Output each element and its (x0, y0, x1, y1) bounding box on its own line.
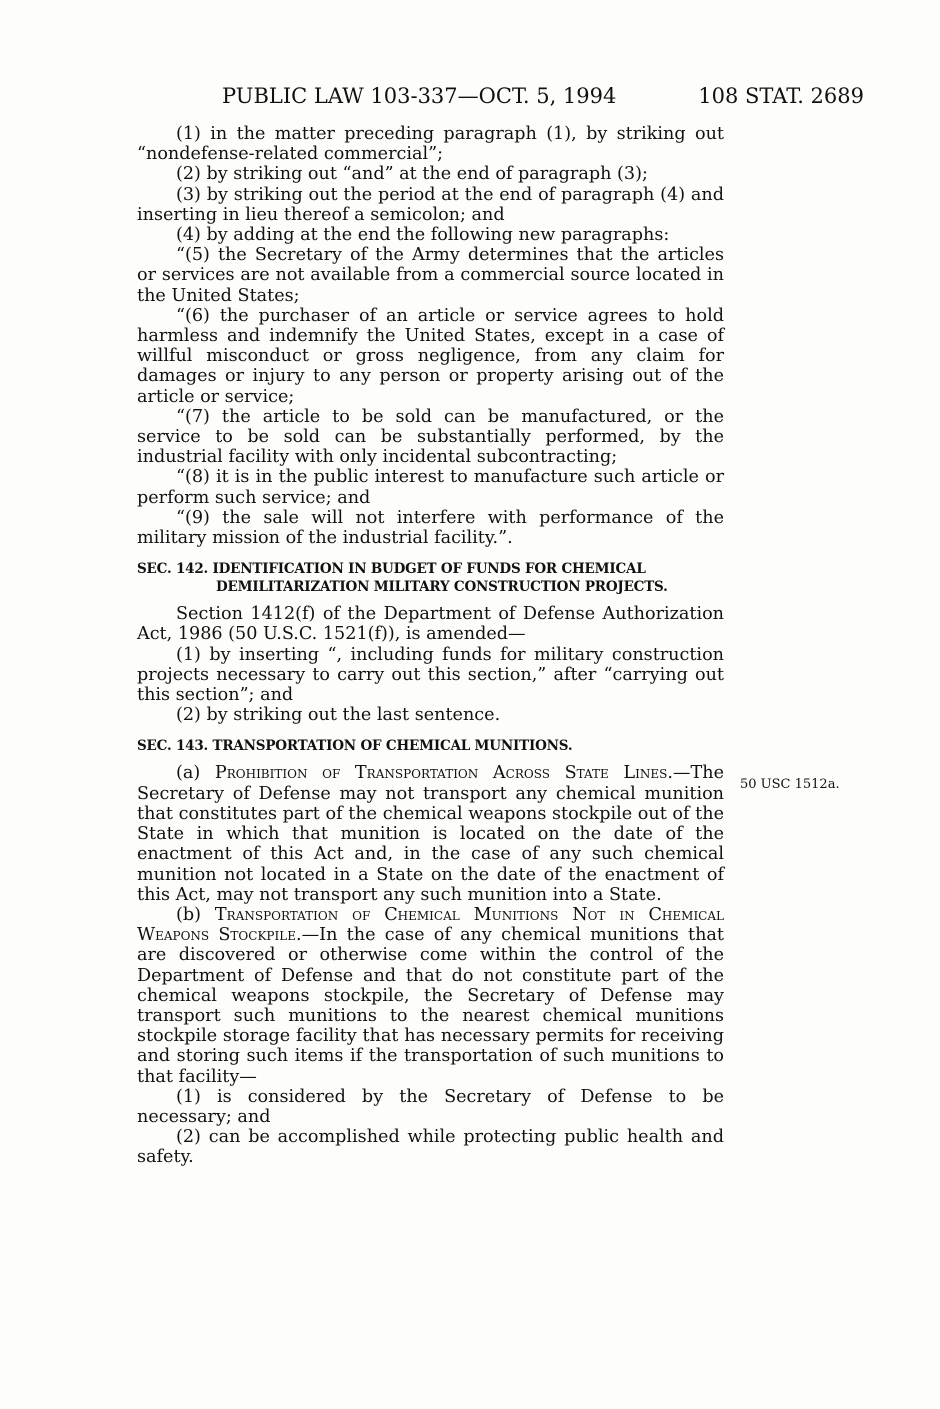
section-142-heading: SEC. 142. IDENTIFICATION IN BUDGET OF FUNDS FOR CHEMICAL DEMILITARIZATION MILITARY CONSTRUCTION PROJECTS. (137, 561, 668, 596)
inserted-paragraph: “(7) the article to be sold can be manufactured, or the service to be sold can be substantially performed, by the industrial facility with only incidental subcontracting; (137, 406, 724, 468)
section-142-clause: (2) by striking out the last sentence. (176, 705, 501, 726)
section-142-clause: (1) by inserting “, including funds for military construction projects necessary to carry out this section,” after “carrying out this section”; and (137, 644, 724, 706)
subsection-b (137, 905, 724, 1087)
spacer (137, 755, 724, 763)
amendment-paragraph: (1) in the matter preceding paragraph (1), by striking out “nondefense-related commercial”; (137, 124, 724, 165)
public-law-citation: PUBLIC LAW 103-337—OCT. 5, 1994 (222, 84, 617, 108)
subsection-b-text: —In the case of any chemical munitions that are discovered or otherwise come within the control of the Department of Defense and that do not constitute part of the chemical weapons stockpile, the Secretary of Defense may transport such munitions to the nearest chemical munitions stockpile storage facility that has necessary permits for receiving and storing such items if the transportation of such munitions to that facility— (137, 925, 724, 1087)
section-143-heading: SEC. 143. TRANSPORTATION OF CHEMICAL MUNITIONS. (137, 738, 573, 755)
spacer (137, 596, 724, 604)
inserted-paragraph: “(9) the sale will not interfere with performance of the military mission of the industrial facility.”. (137, 507, 724, 549)
amendment-paragraph: (3) by striking out the period at the end of paragraph (4) and inserting in lieu thereof a semicolon; and (137, 184, 724, 225)
spacer (137, 725, 724, 737)
subsection-b-item: (1) is considered by the Secretary of Defense to be necessary; and (137, 1086, 724, 1127)
subsection-a-label: (a) (176, 763, 201, 784)
subsection-a-heading: Prohibition of Transportation Across State Lines. (214, 763, 673, 784)
subsection-b-label: (b) (176, 904, 201, 925)
amendment-paragraph: (2) by striking out “and” at the end of paragraph (3); (176, 164, 648, 185)
subsection-b-heading: Transportation of Chemical Munitions Not in Chemical Weapons Stockpile. (137, 904, 725, 946)
running-header (139, 80, 864, 112)
subsection-a (137, 763, 724, 904)
inserted-paragraph: “(5) the Secretary of the Army determines that the articles or services are not available from a commercial source located in the United States; (137, 245, 724, 306)
subsection-a-text: —The Secretary of Defense may not transport any chemical munition that constitutes part of the chemical weapons stockpile out of the State in which that munition is located on the date of the enactment of this Act and, in the case of any such chemical munition not located in a State on the date of the enactment of this Act, may not transport any such munition into a State. (137, 763, 724, 905)
subsection-b-item: (2) can be accomplished while protecting public health and safety. (137, 1127, 724, 1168)
amendment-paragraph: (4) by adding at the end the following new paragraphs: (176, 225, 670, 246)
inserted-paragraph: “(6) the purchaser of an article or service agrees to hold harmless and indemnify the United States, except in a case of willful misconduct or gross negligence, from any claim for damages or injury to any person or property arising out of the article or service; (137, 305, 724, 407)
statutes-page-number: 108 STAT. 2689 (698, 84, 864, 108)
inserted-paragraph: “(8) it is in the public interest to manufacture such article or perform such service; and (137, 467, 724, 508)
margin-citation: 50 USC 1512a. (740, 777, 840, 792)
document-body (137, 124, 724, 1168)
spacer (137, 548, 724, 560)
section-142-text: Section 1412(f) of the Department of Defense Authorization Act, 1986 (50 U.S.C. 1521(f)), is amended— (137, 604, 724, 645)
